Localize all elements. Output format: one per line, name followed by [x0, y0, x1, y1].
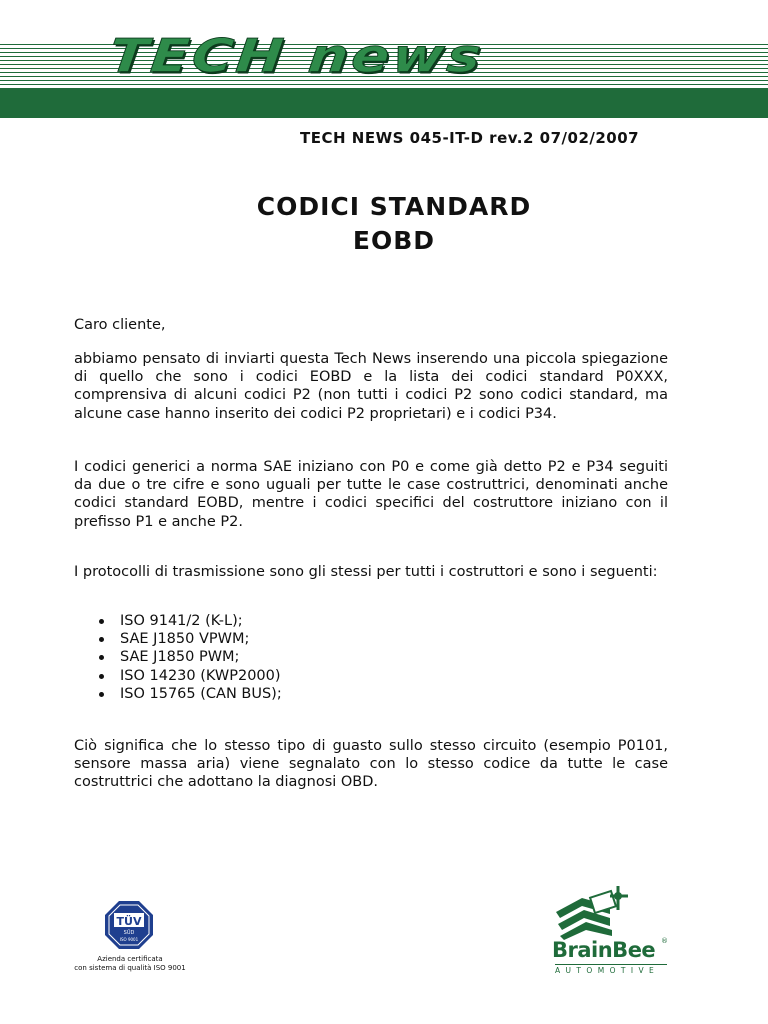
paragraph-generic-codes: I codici generici a norma SAE iniziano con P0 e come già detto P2 e P34 seguiti da due o tre cifre e sono uguali per tutte le case costruttrici, denominati anche codici standard EOBD, mentre i codici specifici del costruttore iniziano con il prefisso P1 e anche P2. — [74, 459, 668, 530]
tuv-badge-sub2: ISO 9001 — [119, 937, 139, 942]
list-item: ISO 15765 (CAN BUS); — [96, 685, 282, 703]
protocol-list — [96, 612, 282, 703]
registered-mark: ® — [661, 937, 668, 945]
certification-line1: Azienda certificata — [97, 955, 163, 963]
brainbee-automotive-label: AUTOMOTIVE — [555, 964, 667, 975]
certification-line2: con sistema di qualità ISO 9001 — [74, 964, 186, 972]
tech-news-logo: TECH news — [106, 29, 487, 84]
banner-green-bar — [0, 88, 768, 118]
list-item: ISO 9141/2 (K-L); — [96, 612, 282, 630]
tech-news-banner — [0, 0, 768, 118]
page-title-line2: EOBD — [352, 226, 436, 255]
tuv-badge-label: TÜV — [116, 915, 142, 928]
document-reference: TECH NEWS 045-IT-D rev.2 07/02/2007 — [300, 129, 640, 147]
brainbee-car-lift-icon — [552, 884, 634, 940]
paragraph-conclusion: Ciò significa che lo stesso tipo di guasto sullo stesso circuito (esempio P0101, sensore massa aria) viene segnalato con lo stesso codice da tutte le case costruttrici che adottano la diagnosi OBD. — [74, 738, 668, 791]
brainbee-logo-text: BrainBee — [552, 938, 656, 962]
tuv-badge-icon — [104, 900, 154, 950]
certification-caption — [56, 955, 204, 973]
list-item: SAE J1850 PWM; — [96, 648, 282, 666]
list-item: SAE J1850 VPWM; — [96, 630, 282, 648]
greeting: Caro cliente, — [74, 317, 166, 333]
tuv-badge-sub1: SÜD — [123, 930, 135, 936]
page-title-line1: CODICI STANDARD — [256, 192, 532, 221]
list-item: ISO 14230 (KWP2000) — [96, 667, 282, 685]
paragraph-intro: abbiamo pensato di inviarti questa Tech News inserendo una piccola spiegazione di quello che sono i codici EOBD e la lista dei codici standard P0XXX, comprensiva di alcuni codici P2 (non tutti i codici P2 sono codici standard, ma alcune case hanno inserito dei codici P2 proprietari) e i codici P34. — [74, 351, 668, 422]
paragraph-protocols: I protocolli di trasmissione sono gli stessi per tutti i costruttori e sono i seguenti: — [74, 564, 658, 580]
